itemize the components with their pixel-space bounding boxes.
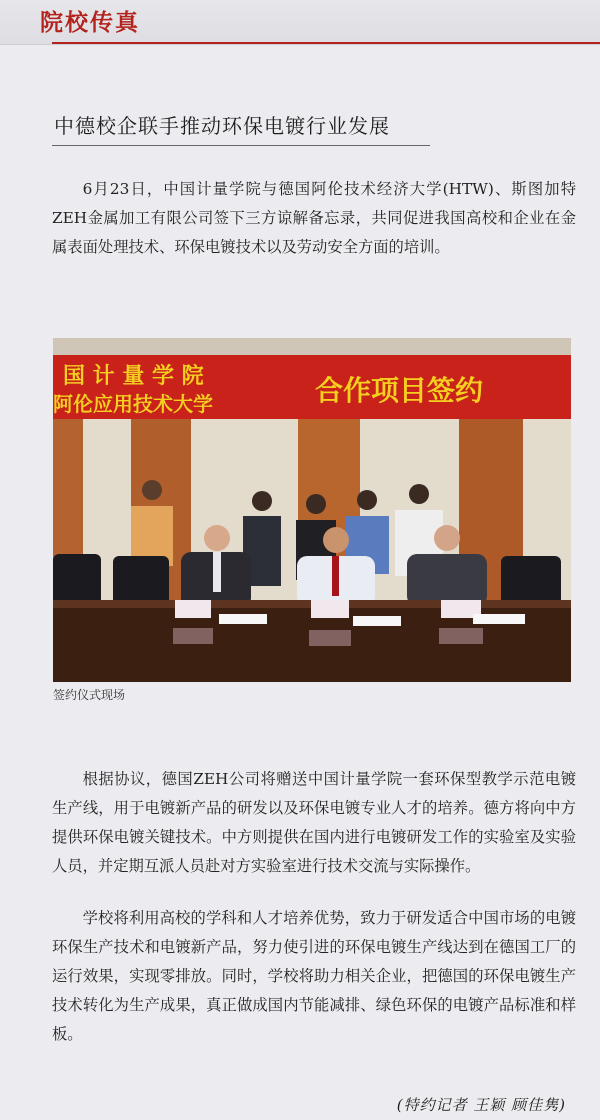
seated-signers — [181, 525, 487, 608]
banner-line-2: 阿伦应用技术大学 — [53, 392, 213, 416]
banner-right-text: 合作项目签约 — [315, 374, 484, 407]
article-title: 中德校企联手推动环保电镀行业发展 — [54, 114, 390, 138]
article-paragraph-1: 6月23日，中国计量学院与德国阿伦技术经济大学(HTW)、斯图加特ZEH金属加工有限公司签下三方谅解备忘录，共同促进我国高校和企业在金属表面处理技术、环保电镀技术以及劳动安全方面的培训。 — [52, 180, 576, 256]
article-byline: (特约记者 王颖 顾佳隽) — [396, 1096, 566, 1114]
signing-ceremony-photo — [53, 338, 571, 682]
photo-caption: 签约仪式现场 — [53, 688, 126, 702]
banner-line-1: 国 计 量 学 院 — [63, 364, 204, 389]
section-header-rule — [52, 42, 600, 44]
section-header — [0, 0, 600, 45]
article-paragraph-2: 根据协议，德国ZEH公司将赠送中国计量学院一套环保型教学示范电镀生产线，用于电镀新产品的研发以及环保电镀专业人才的培养。德方将向中方提供环保电镀关键技术。中方则提供在国内进行电镀研发工作的实验室及实验人员，并定期互派人员赴对方实验室进行技术交流与实际操作。 — [52, 770, 576, 875]
article-paragraph-3: 学校将利用高校的学科和人才培养优势，致力于研发适合中国市场的电镀环保生产技术和电镀新产品，努力使引进的环保电镀生产线达到在德国工厂的运行效果，实现零排放。同时，学校将助力相关企业，把德国的环保电镀生产技术转化为生产成果，真正做成国内节能减排、绿色环保的电镀产品标准和样板。 — [52, 909, 576, 1043]
signing-ceremony-illustration — [53, 338, 571, 682]
article-title-underline — [52, 145, 430, 146]
section-name: 院校传真 — [40, 9, 140, 36]
